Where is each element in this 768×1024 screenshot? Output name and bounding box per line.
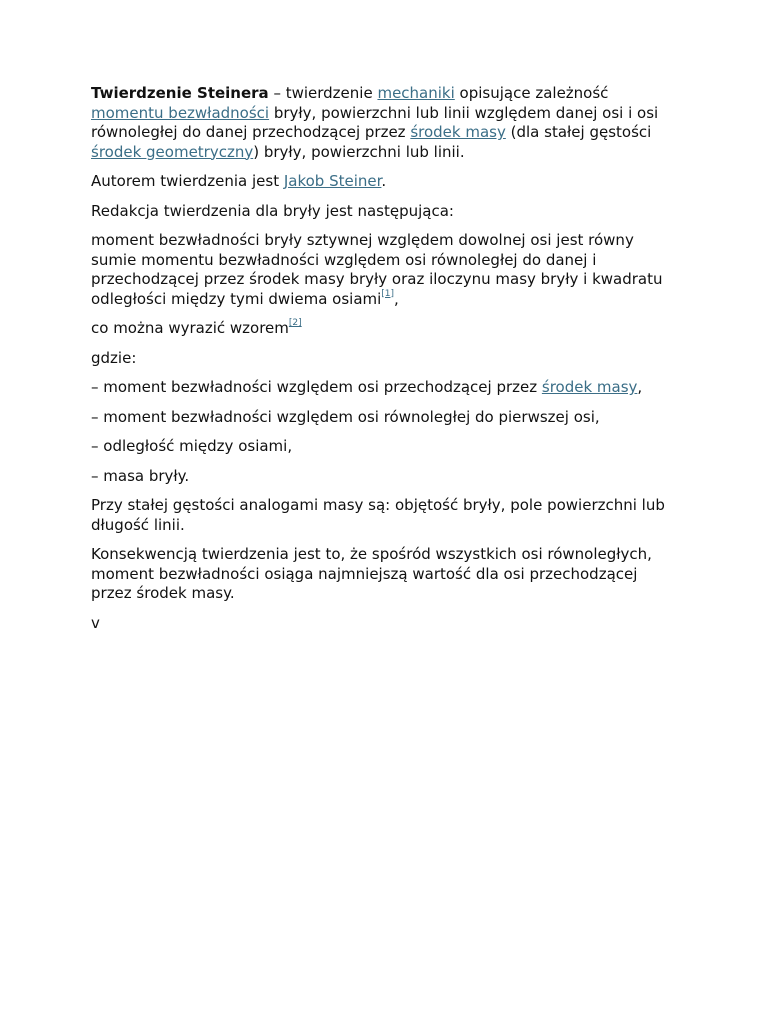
formula-text: co można wyrazić wzorem [91,319,289,337]
trailing-text: v [91,613,100,632]
reference-1-link[interactable]: [1] [381,288,395,299]
link-srodek-masy-2[interactable]: środek masy [541,378,638,396]
intro-text: – twierdzenie [268,84,378,102]
author-text: Autorem twierdzenia jest [91,172,284,190]
intro-text: bryły, powierzchni lub linii względem danej osi i osi równoległej do danej przechodzącej przez [91,103,659,141]
redakcja-paragraph: Redakcja twierdzenia dla bryły jest następująca: [91,201,454,220]
intro-text: ) bryły, powierzchni lub linii. [253,142,465,161]
reference-2-link[interactable]: [2] [288,318,302,328]
intro-text: opisujące zależność [454,84,609,102]
definition-item: – moment bezwładności względem osi równoległej do pierwszej osi, [91,407,600,426]
reference-2[interactable] [289,318,302,328]
statement-tail: , [394,289,399,308]
definition-tail: , [637,378,643,396]
document-body [91,84,681,643]
link-srodek-geometryczny[interactable]: środek geometryczny [91,142,254,161]
intro-text: (dla stałej gęstości [505,123,652,141]
density-paragraph: Przy stałej gęstości analogami masy są: objętość bryły, pole powierzchni lub długość linii. [91,496,665,534]
link-jakob-steiner[interactable]: Jakob Steiner [283,172,382,190]
formula-paragraph [91,319,681,339]
definition-item: – masa bryły. [91,466,190,485]
statement-paragraph [91,231,681,309]
link-srodek-masy[interactable]: środek masy [410,123,506,141]
intro-paragraph [91,84,681,162]
link-moment-bezwladnosci[interactable]: momentu bezwładności [91,103,270,122]
definition-item [91,378,681,398]
statement-text: moment bezwładności bryły sztywnej względem dowolnej osi jest równy sumie momentu bezwładności względem osi równoległej do danej i przechodzącej przez środek masy bryły oraz iloczynu masy bryły i kwadratu odległości między tymi dwiema osiami [91,231,663,308]
definition-item: – odległość między osiami, [91,437,293,455]
consequence-paragraph: Konsekwencją twierdzenia jest to, że spośród wszystkich osi równoległych, moment bezwładności osiąga najmniejszą wartość dla osi przechodzącej przez środek masy. [91,545,652,602]
definition-text: – moment bezwładności względem osi przechodzącej przez [91,378,542,396]
article-title: Twierdzenie Steinera [91,84,269,102]
link-mechaniki[interactable]: mechaniki [377,84,455,102]
author-text: . [381,172,387,190]
author-paragraph [91,172,681,192]
reference-1[interactable] [381,289,394,299]
gdzie-paragraph: gdzie: [91,348,137,367]
